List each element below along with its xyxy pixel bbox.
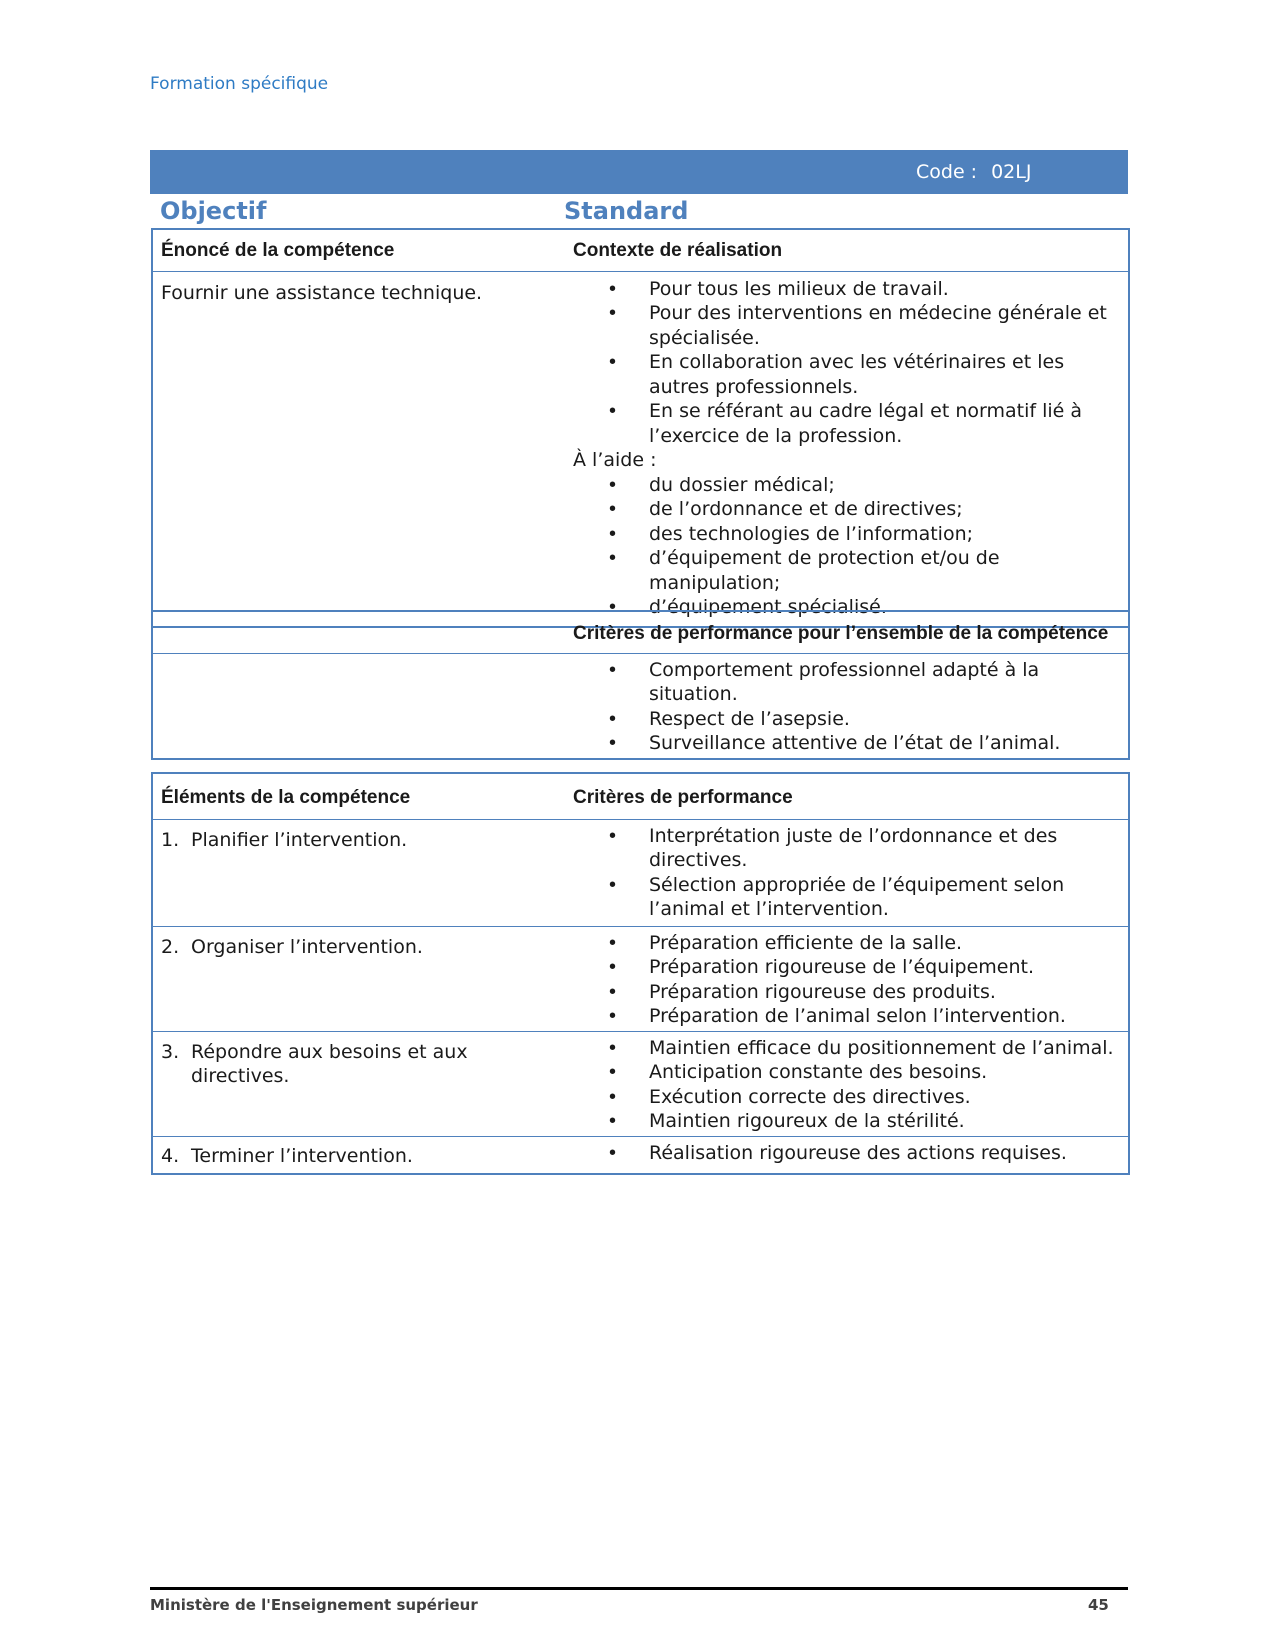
list-item: • Sélection appropriée de l’équipement selon l’animal et l’intervention. (573, 873, 1118, 922)
column-headings (150, 194, 1128, 228)
objectif-heading: Objectif (160, 197, 267, 225)
element-number: 3. (161, 1040, 180, 1063)
criteria-list (573, 931, 1118, 1029)
list-item: • En se référant au cadre légal et normatif lié à l’exercice de la profession. (573, 399, 1118, 448)
code-label: Code : (916, 161, 978, 183)
elements-table (151, 772, 1130, 1175)
aide-label: À l’aide : (573, 449, 657, 471)
element-cell (152, 819, 565, 926)
code-bar (150, 150, 1128, 194)
criteria-cell (565, 1136, 1129, 1174)
standard-heading: Standard (564, 197, 689, 225)
criteria-cell (565, 926, 1129, 1031)
list-item: • Préparation efficiente de la salle. (573, 931, 1118, 956)
page-number: 45 (1088, 1596, 1109, 1614)
list-item: • de l’ordonnance et de directives; (573, 497, 1118, 522)
list-item: • d’équipement spécialisé. (573, 595, 1118, 620)
table-row (152, 926, 1129, 1031)
table-row (152, 1031, 1129, 1136)
statement-header: Énoncé de la compétence (161, 240, 395, 261)
list-item: • Anticipation constante des besoins. (573, 1060, 1118, 1085)
list-item: • Comportement professionnel adapté à la situation. (573, 658, 1118, 707)
element-label: Terminer l’intervention. (191, 1144, 413, 1167)
list-item: • Maintien efficace du positionnement de l’animal. (573, 1036, 1118, 1061)
element-label: Planifier l’intervention. (191, 828, 408, 851)
footer-rule (150, 1587, 1128, 1590)
global-criteria-header: Critères de performance pour l’ensemble de la compétence (573, 623, 1109, 644)
criteria-list (573, 1141, 1118, 1166)
context-cell (565, 271, 1129, 627)
element-cell (152, 1136, 565, 1174)
running-head: Formation spécifique (150, 74, 329, 94)
table-row (152, 819, 1129, 926)
criteria-list (573, 824, 1118, 922)
global-criteria-list (573, 658, 1118, 756)
list-item: • Pour tous les milieux de travail. (573, 277, 1118, 302)
list-item: • Préparation de l’animal selon l’intervention. (573, 1004, 1118, 1029)
global-criteria-cell (565, 653, 1129, 759)
elements-header: Éléments de la compétence (161, 787, 411, 808)
empty-cell (152, 653, 565, 759)
list-item: • Maintien rigoureux de la stérilité. (573, 1109, 1118, 1134)
criteria-list (573, 1036, 1118, 1134)
list-item: • En collaboration avec les vétérinaires et les autres professionnels. (573, 350, 1118, 399)
aide-list (573, 473, 1118, 620)
element-number: 2. (161, 935, 180, 958)
list-item: • Préparation rigoureuse de l’équipement. (573, 955, 1118, 980)
criteria-cell (565, 1031, 1129, 1136)
criteria-header: Critères de performance (573, 787, 793, 808)
table-row (152, 1136, 1129, 1174)
list-item: • Pour des interventions en médecine générale et spécialisée. (573, 301, 1118, 350)
context-header: Contexte de réalisation (573, 240, 783, 261)
element-cell (152, 1031, 565, 1136)
element-number: 1. (161, 828, 180, 851)
competence-statement: Fournir une assistance technique. (152, 271, 565, 627)
list-item: • Réalisation rigoureuse des actions requises. (573, 1141, 1118, 1166)
footer-ministry: Ministère de l'Enseignement supérieur (150, 1596, 478, 1614)
code-value: 02LJ (991, 161, 1032, 183)
list-item: • du dossier médical; (573, 473, 1118, 498)
element-number: 4. (161, 1144, 180, 1167)
list-item: • des technologies de l’information; (573, 522, 1118, 547)
list-item: • Respect de l’asepsie. (573, 707, 1118, 732)
context-list (573, 277, 1118, 449)
global-criteria-table (151, 610, 1130, 760)
empty-cell (152, 611, 565, 653)
element-cell (152, 926, 565, 1031)
list-item: • d’équipement de protection et/ou de manipulation; (573, 546, 1118, 595)
list-item: • Interprétation juste de l’ordonnance et des directives. (573, 824, 1118, 873)
criteria-cell (565, 819, 1129, 926)
list-item: • Préparation rigoureuse des produits. (573, 980, 1118, 1005)
list-item: • Exécution correcte des directives. (573, 1085, 1118, 1110)
competence-statement-table (151, 228, 1130, 628)
code-text (916, 161, 1031, 183)
element-label: Répondre aux besoins et aux directives. (191, 1040, 468, 1087)
list-item: • Surveillance attentive de l’état de l’animal. (573, 731, 1118, 756)
element-label: Organiser l’intervention. (191, 935, 423, 958)
